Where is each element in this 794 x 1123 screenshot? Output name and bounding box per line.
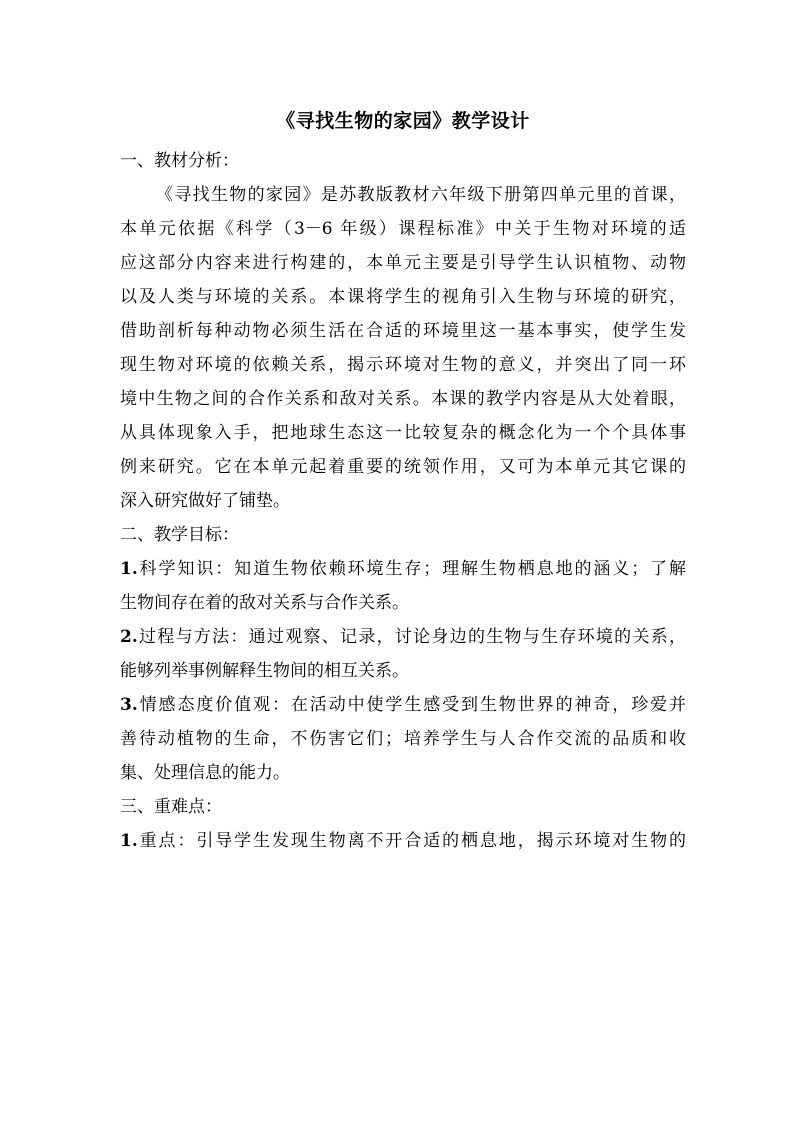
paragraph-line bbox=[120, 620, 686, 654]
paragraph-line: 《寻找生物的家园》是苏教版教材六年级下册第四单元里的首课， bbox=[156, 185, 686, 205]
section-heading-teaching-objectives: 二、教学目标： bbox=[120, 525, 239, 545]
paragraph-line: 生物间存在着的敌对关系与合作关系。 bbox=[120, 593, 409, 613]
section-heading-textbook-analysis: 一、教材分析： bbox=[120, 151, 239, 171]
item-text: 科学知识：知道生物依赖环境生存；理解生物栖息地的涵义；了解 bbox=[137, 559, 686, 579]
key-point-item bbox=[120, 824, 686, 858]
paragraph-line bbox=[120, 688, 686, 722]
textbook-analysis-paragraph bbox=[120, 178, 686, 518]
item-text: 过程与方法：通过观察、记录，讨论身边的生物与生存环境的关系， bbox=[137, 627, 686, 647]
paragraph-line: 从具体现象入手，把地球生态这一比较复杂的概念化为一个个具体事 bbox=[120, 423, 686, 443]
item-text: 重点：引导学生发现生物离不开合适的栖息地，揭示环境对生物的 bbox=[137, 831, 686, 851]
objective-item-attitude-values bbox=[120, 688, 686, 790]
paragraph-line bbox=[120, 824, 686, 858]
paragraph-line: 现生物对环境的依赖关系，揭示环境对生物的意义，并突出了同一环 bbox=[120, 355, 686, 375]
paragraph-line: 集、处理信息的能力。 bbox=[120, 763, 290, 783]
item-number: 1. bbox=[120, 831, 138, 851]
objective-item-knowledge bbox=[120, 552, 686, 620]
paragraph-line: 能够列举事例解释生物间的相互关系。 bbox=[120, 661, 409, 681]
paragraph-line: 例来研究。它在本单元起着重要的统领作用，又可为本单元其它课的 bbox=[120, 457, 686, 477]
item-number: 3. bbox=[120, 695, 138, 715]
paragraph-line: 借助剖析每种动物必须生活在合适的环境里这一基本事实，使学生发 bbox=[120, 321, 686, 341]
item-text: 情感态度价值观：在活动中使学生感受到生物世界的神奇，珍爱并 bbox=[137, 695, 686, 715]
paragraph-line bbox=[120, 552, 686, 586]
item-number: 2. bbox=[120, 627, 138, 647]
document-title: 《寻找生物的家园》教学设计 bbox=[276, 110, 530, 132]
paragraph-line: 善待动植物的生命，不伤害它们；培养学生与人合作交流的品质和收 bbox=[120, 729, 686, 749]
paragraph-line: 境中生物之间的合作关系和敌对关系。本课的教学内容是从大处着眼， bbox=[120, 389, 686, 409]
section-heading-key-difficult-points: 三、重难点： bbox=[120, 797, 222, 817]
paragraph-line: 应这部分内容来进行构建的，本单元主要是引导学生认识植物、动物 bbox=[120, 253, 686, 273]
paragraph-line: 深入研究做好了铺垫。 bbox=[120, 491, 290, 511]
paragraph-line: 本单元依据《科学（3－6 年级）课程标准》中关于生物对环境的适 bbox=[120, 219, 686, 239]
paragraph-line: 以及人类与环境的关系。本课将学生的视角引入生物与环境的研究， bbox=[120, 287, 686, 307]
objective-item-process-method bbox=[120, 620, 686, 688]
item-number: 1. bbox=[120, 559, 138, 579]
